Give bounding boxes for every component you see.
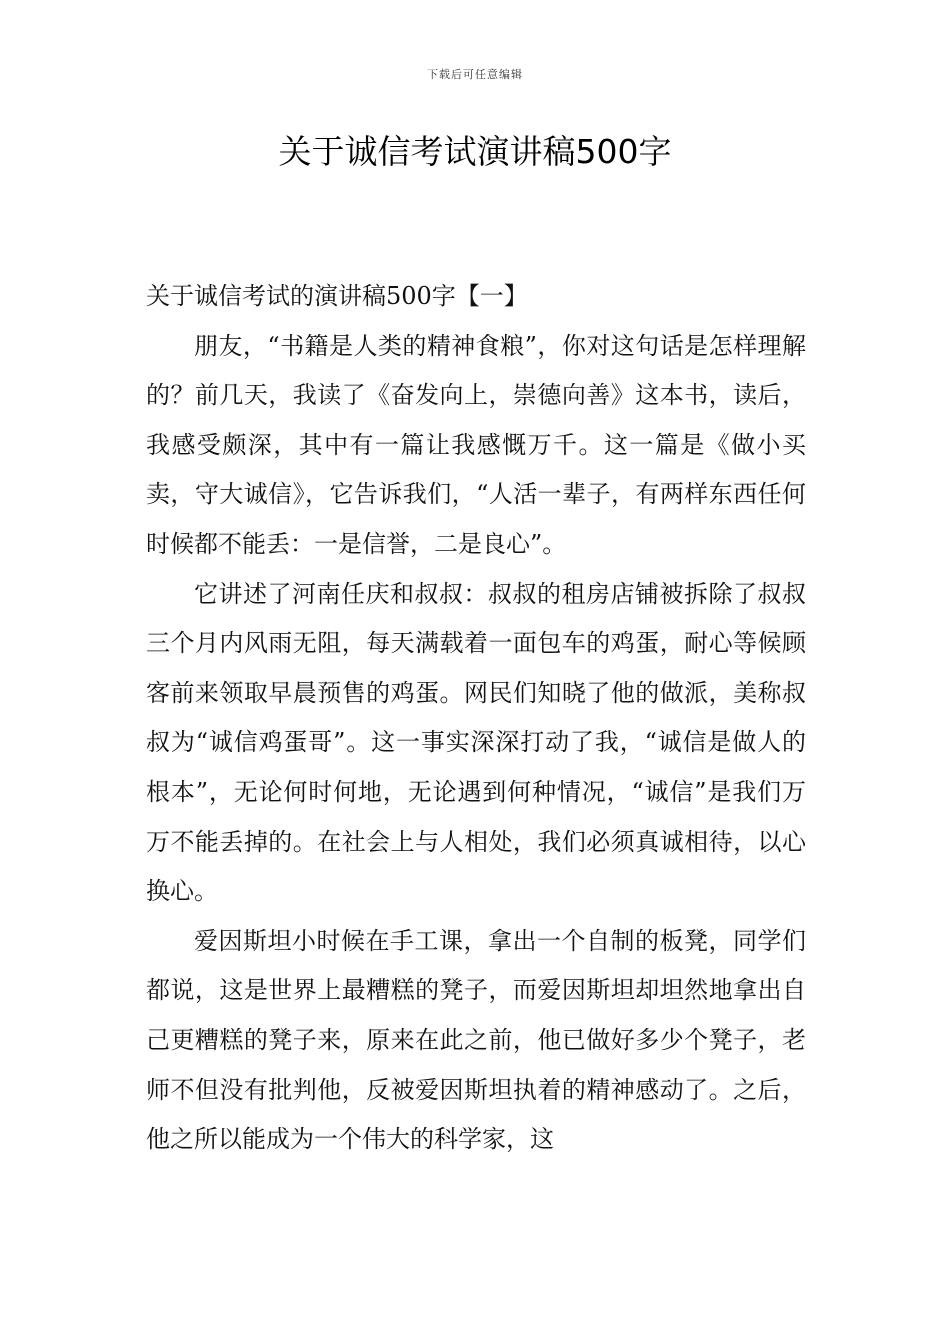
header-note: 下载后可任意编辑 [427, 68, 523, 81]
paragraph: 朋友，“书籍是人类的精神食粮”，你对这句话是怎样理解的？前几天，我读了《奋发向上，崇德向善》这本书，读后，我感受颇深，其中有一篇让我感慨万千。这一篇是《做小买卖，守大诚信》，它告诉我们，“人活一辈子，有两样东西任何时候都不能丢：一是信誉，二是良心”。 [146, 331, 806, 558]
section-heading: 关于诚信考试的演讲稿500字【一】 [146, 282, 528, 310]
document-title: 关于诚信考试演讲稿500字 [278, 132, 672, 171]
paragraph: 它讲述了河南任庆和叔叔：叔叔的租房店铺被拆除了叔叔三个月内风雨无阻，每天满载着一面包车的鸡蛋，耐心等候顾客前来领取早晨预售的鸡蛋。网民们知晓了他的做派，美称叔叔为“诚信鸡蛋哥”。这一事实深深打动了我，“诚信是做人的根本”，无论何时何地，无论遇到何种情况，“诚信”是我们万万不能丢掉的。在社会上与人相处，我们必须真诚相待，以心换心。 [146, 579, 806, 906]
paragraph: 爱因斯坦小时候在手工课，拿出一个自制的板凳，同学们都说，这是世界上最糟糕的凳子，而爱因斯坦却坦然地拿出自己更糟糕的凳子来，原来在此之前，他已做好多少个凳子，老师不但没有批判他，反被爱因斯坦执着的精神感动了。之后，他之所以能成为一个伟大的科学家，这 [146, 926, 806, 1154]
document-body [146, 272, 806, 1165]
